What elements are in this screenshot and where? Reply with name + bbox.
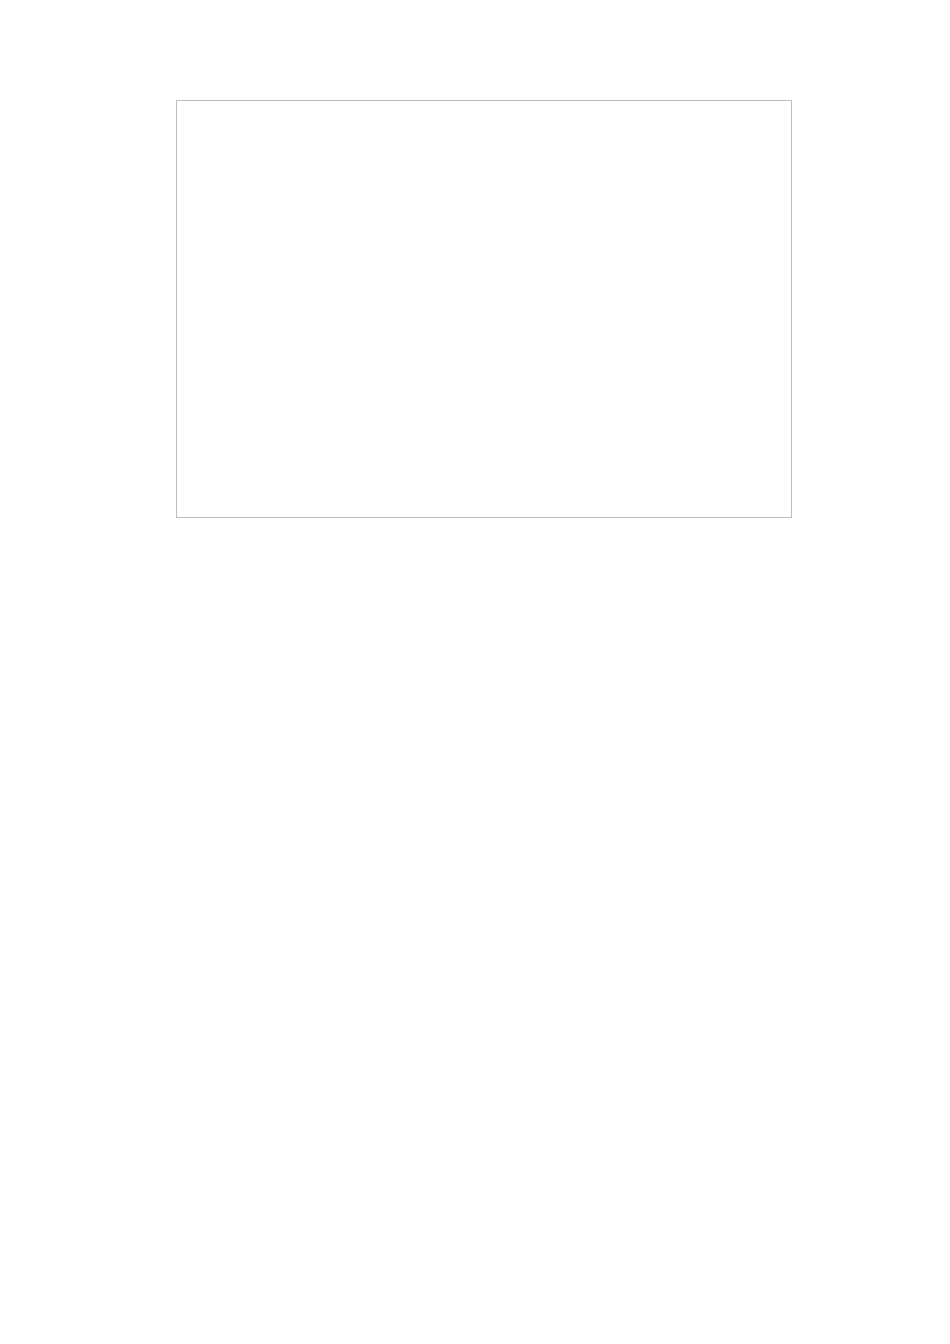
charts-figure: [177, 101, 793, 519]
figure-panel: [176, 100, 792, 518]
